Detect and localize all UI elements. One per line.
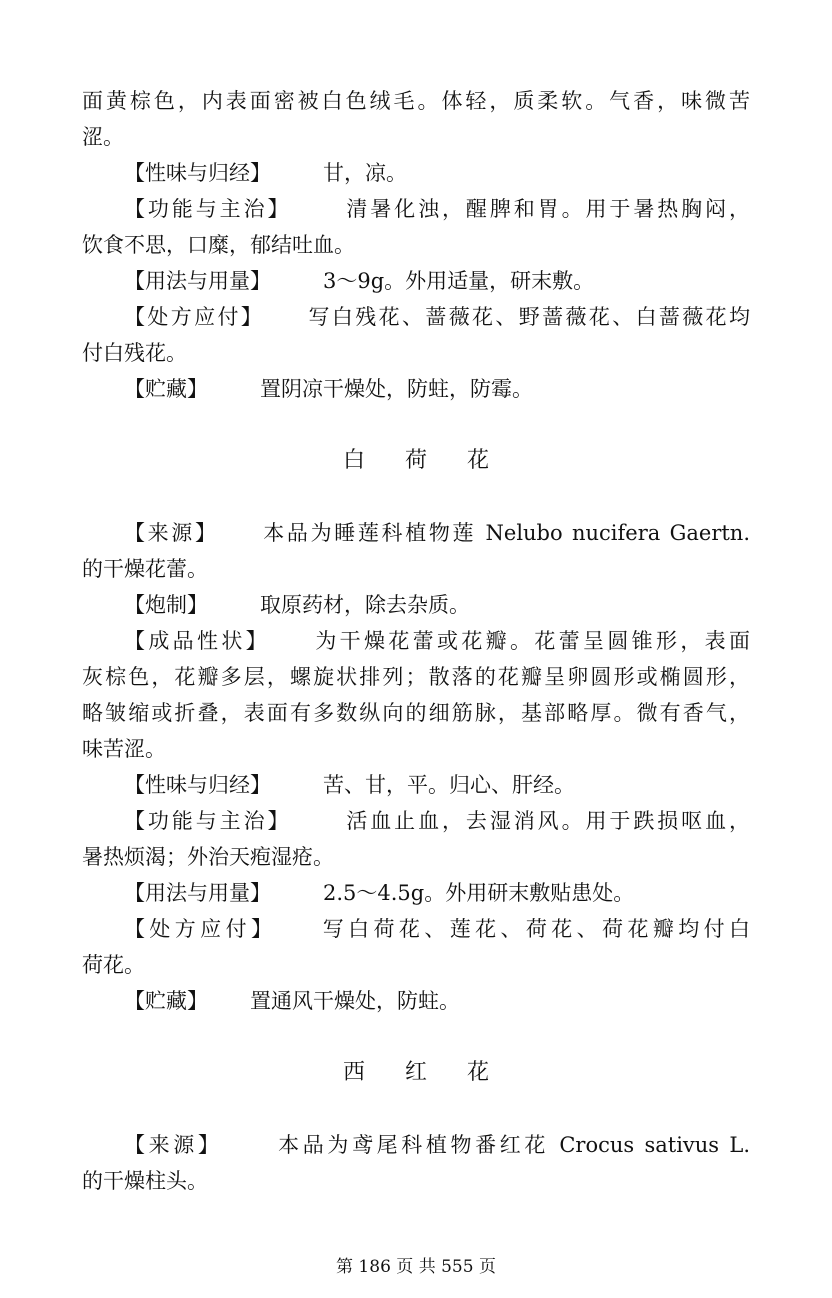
function-indication-row <box>124 194 750 224</box>
field-label: 【性味与归经】 <box>124 161 271 185</box>
paragraph-line: 的干燥柱头。 <box>82 1169 208 1193</box>
field-label: 【贮藏】 <box>124 377 208 401</box>
processing-row <box>124 590 750 620</box>
field-text: 置阴凉干燥处，防蛀，防霉。 <box>260 377 533 401</box>
field-label: 【用法与用量】 <box>124 881 271 905</box>
field-text: 为干燥花蕾或花瓣。花蕾呈圆锥形，表面 <box>312 629 750 653</box>
taste-meridian-row <box>124 158 750 188</box>
paragraph-line: 荷花。 <box>82 953 145 977</box>
title-char: 西 <box>342 1060 365 1085</box>
storage-row <box>124 986 750 1016</box>
title-char: 花 <box>467 448 490 473</box>
field-label: 【来源】 <box>124 521 219 545</box>
field-text: 写白残花、蔷薇花、野蔷薇花、白蔷薇花均 <box>306 305 751 329</box>
usage-dosage-row <box>124 878 750 908</box>
storage-row <box>124 374 750 404</box>
entry-title <box>0 446 832 476</box>
field-label: 【用法与用量】 <box>124 269 271 293</box>
source-row <box>124 518 750 548</box>
field-text: 甘，凉。 <box>323 161 407 185</box>
field-text: 3～9g。外用适量，研末敷。 <box>323 269 595 293</box>
character-row <box>124 626 750 656</box>
paragraph-line: 饮食不思，口糜，郁结吐血。 <box>82 233 355 257</box>
paragraph-line: 的干燥花蕾。 <box>82 557 208 581</box>
paragraph-line: 暑热烦渴；外治天疱湿疮。 <box>82 845 334 869</box>
title-char: 红 <box>404 1060 427 1085</box>
field-text: 本品为睡莲科植物莲 Nelubo nucifera Gaertn. <box>260 521 750 545</box>
paragraph-line: 灰棕色，花瓣多层，螺旋状排列；散落的花瓣呈卵圆形或椭圆形， <box>82 665 750 689</box>
source-row <box>124 1130 750 1160</box>
field-label: 【功能与主治】 <box>124 197 292 221</box>
field-text: 写白荷花、莲花、荷花、荷花瓣均付白 <box>318 917 751 941</box>
usage-dosage-row <box>124 266 750 296</box>
function-indication-row <box>124 806 750 836</box>
title-char: 荷 <box>404 448 427 473</box>
field-label: 【处方应付】 <box>124 917 277 941</box>
field-label: 【贮藏】 <box>124 989 208 1013</box>
field-text: 活血止血，去湿消风。用于跌损呕血， <box>343 809 751 833</box>
field-label: 【成品性状】 <box>124 629 270 653</box>
field-text: 苦、甘，平。归心、肝经。 <box>323 773 575 797</box>
page-footer: 第 186 页 共 555 页 <box>336 1257 496 1277</box>
field-label: 【炮制】 <box>124 593 208 617</box>
paragraph-line: 略皱缩或折叠，表面有多数纵向的细筋脉，基部略厚。微有香气， <box>82 701 750 725</box>
paragraph-line: 付白残花。 <box>82 341 187 365</box>
title-char: 白 <box>342 448 365 473</box>
field-text: 2.5～4.5g。外用研末敷贴患处。 <box>323 881 635 905</box>
field-label: 【功能与主治】 <box>124 809 292 833</box>
paragraph-line: 味苦涩。 <box>82 737 166 761</box>
title-char: 花 <box>467 1060 490 1085</box>
prescription-row <box>124 302 750 332</box>
field-text: 清暑化浊，醒脾和胃。用于暑热胸闷， <box>343 197 751 221</box>
field-text: 取原药材，除去杂质。 <box>260 593 470 617</box>
taste-meridian-row <box>124 770 750 800</box>
paragraph-line: 面黄棕色，内表面密被白色绒毛。体轻，质柔软。气香，味微苦 <box>82 89 750 113</box>
paragraph-line: 涩。 <box>82 125 124 149</box>
field-label: 【处方应付】 <box>124 305 265 329</box>
field-label: 【性味与归经】 <box>124 773 271 797</box>
prescription-row <box>124 914 750 944</box>
field-text: 本品为鸢尾科植物番红花 Crocus sativus L. <box>274 1133 751 1157</box>
field-text: 置通风干燥处，防蛀。 <box>250 989 460 1013</box>
field-label: 【来源】 <box>124 1133 223 1157</box>
entry-title <box>0 1058 832 1088</box>
